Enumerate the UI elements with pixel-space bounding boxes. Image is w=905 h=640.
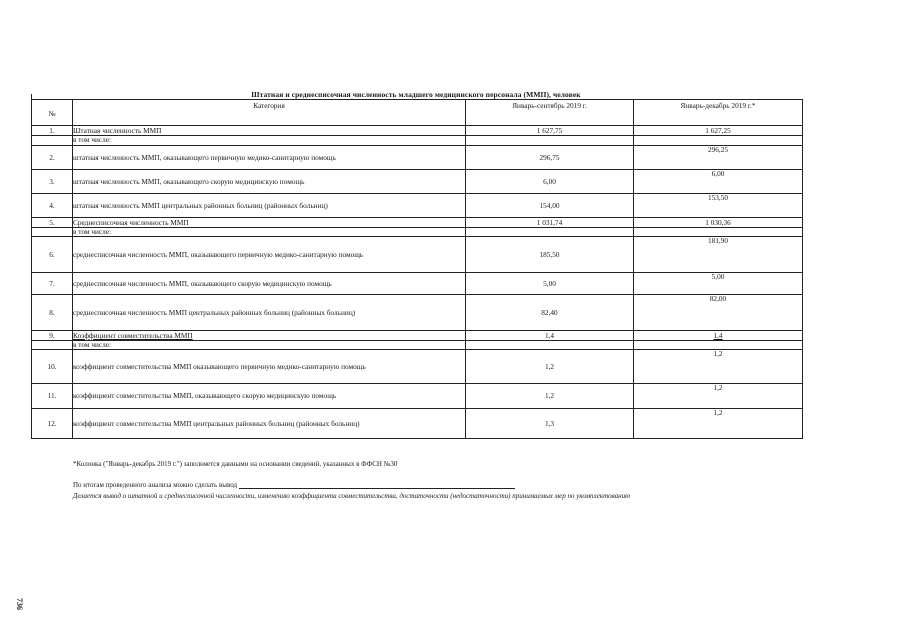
table-row <box>32 273 803 295</box>
table-row <box>32 218 803 228</box>
page-number: 736 <box>15 598 24 610</box>
row-category: штатная численность ММП, оказывающего скорую медицинскую помощь <box>73 170 466 194</box>
row-value-period2: 1,2 <box>634 350 803 384</box>
row-num: 7. <box>32 273 73 295</box>
row-value-period2: 153,50 <box>634 194 803 218</box>
conclusion-label: По итогам проведенного анализа можно сделать вывод <box>73 481 238 489</box>
table-row <box>32 146 803 170</box>
header-period2: Январь-декабрь 2019 г.* <box>634 100 803 126</box>
conclusion-line <box>73 481 515 489</box>
row-num: 4. <box>32 194 73 218</box>
row-value-period1: 1,2 <box>466 384 634 409</box>
row-value-period2: 82,00 <box>634 295 803 331</box>
row-category: среднесписочная численность ММП, оказывающего первичную медико-санитарную помощь <box>73 237 466 273</box>
table-row <box>32 295 803 331</box>
row-value-period2: 296,25 <box>634 146 803 170</box>
subheading-row <box>32 341 803 350</box>
subheading-label: в том числе: <box>73 136 466 146</box>
row-category: Среднесписочная численность ММП <box>73 218 466 228</box>
subheading-label: в том числе: <box>73 341 466 350</box>
table-row <box>32 409 803 439</box>
subheading-row <box>32 136 803 146</box>
table-row <box>32 126 803 136</box>
row-value-period1: 1,4 <box>466 331 634 341</box>
table-row <box>32 350 803 384</box>
row-value-period2: 1,4 <box>634 331 803 341</box>
row-category: среднесписочная численность ММП центральных районных больниц (районных больниц) <box>73 295 466 331</box>
table-row <box>32 384 803 409</box>
row-value-period2: 1,2 <box>634 384 803 409</box>
row-value-period2: 6,00 <box>634 170 803 194</box>
row-value-period1: 296,75 <box>466 146 634 170</box>
subheading-label: в том числе: <box>73 228 466 237</box>
row-value-period1: 82,40 <box>466 295 634 331</box>
row-num: 12. <box>32 409 73 439</box>
row-value-period1: 1 627,75 <box>466 126 634 136</box>
row-num: 5. <box>32 218 73 228</box>
row-value-period1: 1 031,74 <box>466 218 634 228</box>
row-value-period1: 6,00 <box>466 170 634 194</box>
row-num: 1. <box>32 126 73 136</box>
row-num: 6. <box>32 237 73 273</box>
table-row <box>32 237 803 273</box>
row-category: коэффициент совместительства ММП центральных районных больниц (районных больниц) <box>73 409 466 439</box>
header-category: Категория <box>73 100 466 126</box>
row-num: 8. <box>32 295 73 331</box>
row-value-period2: 1 030,36 <box>634 218 803 228</box>
row-value-period1: 1,2 <box>466 350 634 384</box>
staffing-table <box>31 99 803 439</box>
footnote: *Колонка ("Январь-декабрь 2019 г.") заполняется данными на основании сведений, указанных в ФФСН №30 <box>73 460 398 468</box>
row-category: штатная численность ММП центральных районных больниц (районных больниц) <box>73 194 466 218</box>
header-num: № <box>32 100 73 126</box>
row-category: среднесписочная численность ММП, оказывающего скорую медицинскую помощь <box>73 273 466 295</box>
table-header-row <box>32 100 803 126</box>
table-row <box>32 170 803 194</box>
row-value-period1: 185,50 <box>466 237 634 273</box>
row-value-period1: 154,00 <box>466 194 634 218</box>
row-value-period1: 1,3 <box>466 409 634 439</box>
row-category: Штатная численность ММП <box>73 126 466 136</box>
row-num: 2. <box>32 146 73 170</box>
row-num: 10. <box>32 350 73 384</box>
row-value-period2: 1 627,25 <box>634 126 803 136</box>
row-value-period2: 181,90 <box>634 237 803 273</box>
row-category: Коэффициент совместительства ММП <box>73 331 466 341</box>
row-num: 9. <box>32 331 73 341</box>
row-category: коэффициент совместительства ММП, оказывающего скорую медицинскую помощь <box>73 384 466 409</box>
header-period1: Январь-сентябрь 2019 г. <box>466 100 634 126</box>
subheading-row <box>32 228 803 237</box>
row-num: 11. <box>32 384 73 409</box>
table-title: Штатная и среднесписочная численность младшего медицинского персонала (ММП), человек <box>251 90 581 99</box>
row-value-period2: 5,00 <box>634 273 803 295</box>
row-category: штатная численность ММП, оказывающего первичную медико-санитарную помощь <box>73 146 466 170</box>
table-row <box>32 194 803 218</box>
row-value-period2: 1,2 <box>634 409 803 439</box>
row-category: коэффициент совместительства ММП оказывающего первичную медико-санитарную помощь <box>73 350 466 384</box>
table-row <box>32 331 803 341</box>
row-value-period1: 5,00 <box>466 273 634 295</box>
conclusion-blank-line <box>239 482 515 489</box>
conclusion-instruction: Делается вывод о штатной и среднесписочной численности, изменению коэффициента совместительства, достаточности (недостаточности) принимаемых мер по укомплектованию <box>73 492 631 500</box>
row-num: 3. <box>32 170 73 194</box>
